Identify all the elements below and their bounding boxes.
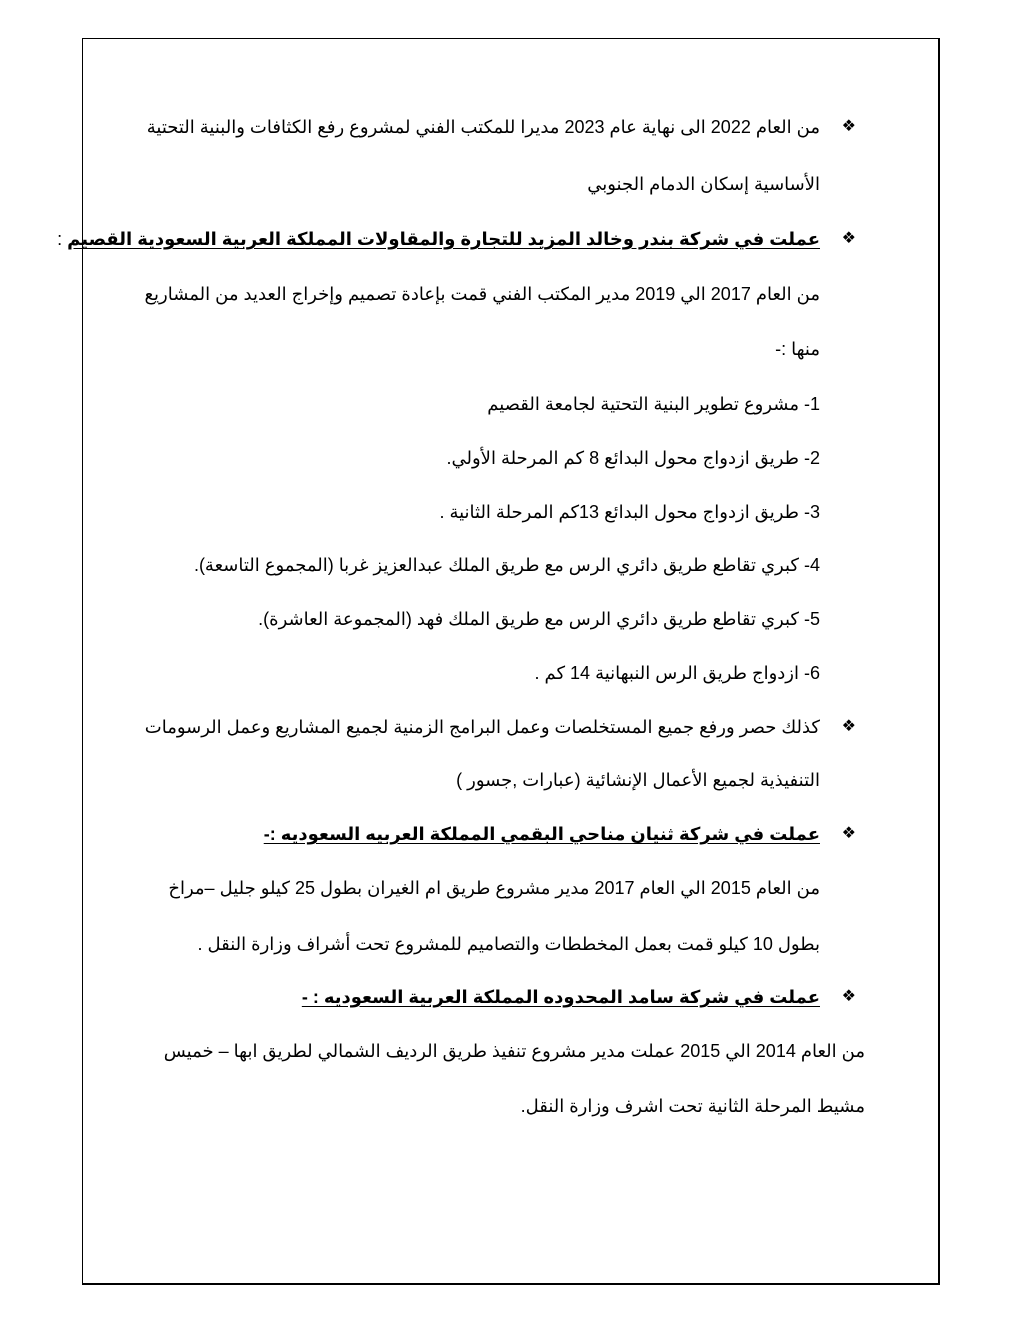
heading-text: عملت في شركة بندر وخالد المزيد للتجارة والمقاولات المملكة العربية السعودية القصيم xyxy=(67,229,820,249)
paragraph-line: بطول 10 كيلو قمت بعمل المخططات والتصاميم للمشروع تحت أشراف وزارة النقل . xyxy=(197,934,820,954)
list-item: 4- كبري تقاطع طريق دائري الرس مع طريق الملك عبدالعزيز غربا (المجموع التاسعة). xyxy=(193,555,820,575)
list-item: 2- طريق ازدواج محول البدائع 8 كم المرحلة الأولي. xyxy=(446,448,820,468)
bullet-icon: ❖ xyxy=(841,825,856,842)
paragraph-line: كذلك حصر ورفع جميع المستخلصات وعمل البرامج الزمنية لجميع المشاريع وعمل الرسومات xyxy=(144,717,820,737)
heading-text: عملت في شركة سامد المحدوده المملكة العربية السعوديه : - xyxy=(301,987,820,1007)
paragraph-line: منها :- xyxy=(775,339,820,359)
company-heading xyxy=(264,822,820,846)
heading-text: عملت في شركة ثنيان مناحي البقمي المملكة العربيه السعوديه :- xyxy=(263,824,820,844)
bullet-icon: ❖ xyxy=(841,988,856,1005)
paragraph-line: مشيط المرحلة الثانية تحت اشرف وزارة النقل. xyxy=(520,1096,865,1116)
paragraph-line: التنفيذية لجميع الأعمال الإنشائية (عبارات ,جسور ) xyxy=(456,770,820,790)
list-item: 6- ازدواج طريق الرس النبهانية 14 كم . xyxy=(534,663,820,683)
paragraph-line: من العام 2022 الى نهاية عام 2023 مديرا للمكتب الفني لمشروع رفع الكثافات والبنية التحتية xyxy=(146,117,820,137)
company-heading xyxy=(302,985,820,1009)
paragraph-line: الأساسية إسكان الدمام الجنوبي xyxy=(587,174,820,194)
paragraph-line: من العام 2015 الي العام 2017 مدير مشروع طريق ام الغيران بطول 25 كيلو جليل –مراخ xyxy=(168,878,820,898)
bullet-icon: ❖ xyxy=(841,230,856,247)
heading-suffix: : xyxy=(57,229,68,249)
paragraph-line: من العام 2014 الي 2015 عملت مدير مشروع تنفيذ طريق الرديف الشمالي لطريق ابها – خميس xyxy=(163,1041,865,1061)
list-item: 3- طريق ازدواج محول البدائع 13كم المرحلة الثانية . xyxy=(439,502,820,522)
company-heading xyxy=(57,227,820,251)
paragraph-line: من العام 2017 الي 2019 مدير المكتب الفني قمت بإعادة تصميم وإخراج العديد من المشاريع xyxy=(144,284,820,304)
bullet-icon: ❖ xyxy=(841,118,856,135)
list-item: 5- كبري تقاطع طريق دائري الرس مع طريق الملك فهد (المجموعة العاشرة). xyxy=(258,609,820,629)
bullet-icon: ❖ xyxy=(841,718,856,735)
list-item: 1- مشروع تطوير البنية التحتية لجامعة القصيم xyxy=(487,394,820,414)
